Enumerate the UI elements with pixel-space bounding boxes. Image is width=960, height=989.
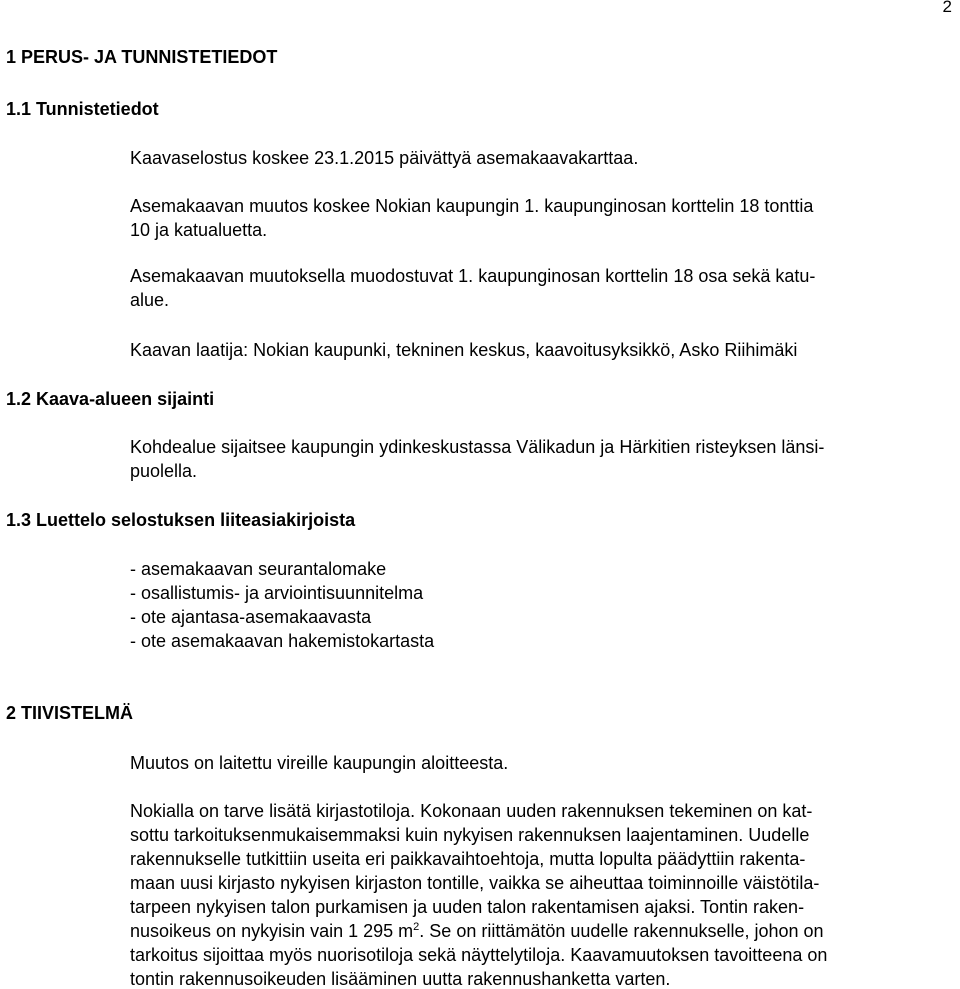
list-item: - osallistumis- ja arviointisuunnitelma (130, 583, 424, 603)
paragraph-line: Asemakaavan muutoksella muodostuvat 1. kaupunginosan korttelin 18 osa sekä katu- (130, 266, 816, 286)
subheading-1-2: 1.2 Kaava-alueen sijainti (6, 389, 215, 409)
paragraph-line: puolella. (130, 461, 198, 481)
paragraph-line: tontin rakennusoikeuden lisääminen uutta rakennushanketta varten. (130, 969, 671, 989)
subheading-1-1: 1.1 Tunnistetiedot (6, 99, 159, 119)
list-item: - ote asemakaavan hakemistokartasta (130, 631, 435, 651)
paragraph-line: sottu tarkoituksenmukaisemmaksi kuin nykyisen rakennuksen laajentaminen. Uudelle (130, 825, 810, 845)
paragraph-line: Asemakaavan muutos koskee Nokian kaupungin 1. kaupunginosan korttelin 18 tonttia (130, 196, 814, 216)
section-heading-1: 1 PERUS- JA TUNNISTETIEDOT (6, 47, 278, 67)
list-item: - asemakaavan seurantalomake (130, 559, 387, 579)
superscript: 2 (413, 921, 420, 933)
paragraph-line: 10 ja katualuetta. (130, 220, 268, 240)
paragraph-line: Kaavan laatija: Nokian kaupunki, tekninen keskus, kaavoitusyksikkö, Asko Riihimäki (130, 340, 798, 360)
paragraph-line: Kohdealue sijaitsee kaupungin ydinkeskustassa Välikadun ja Härkitien risteyksen länsi- (130, 437, 825, 457)
section-heading-2: 2 TIIVISTELMÄ (6, 703, 134, 723)
page-number: 2 (942, 0, 952, 16)
subheading-1-3: 1.3 Luettelo selostuksen liiteasiakirjoista (6, 510, 356, 530)
paragraph-line: maan uusi kirjasto nykyisen kirjaston tontille, vaikka se aiheuttaa toiminnoille väistötila- (130, 873, 820, 893)
paragraph-line: Muutos on laitettu vireille kaupungin aloitteesta. (130, 753, 509, 773)
list-item: - ote ajantasa-asemakaavasta (130, 607, 372, 627)
text-fragment: nusoikeus on nykyisin vain 1 295 m (130, 921, 414, 941)
paragraph-line: alue. (130, 290, 170, 310)
paragraph-line: tarkoitus sijoittaa myös nuorisotiloja sekä näyttelytiloja. Kaavamuutoksen tavoitteena on (130, 945, 828, 965)
paragraph-line: rakennukselle tutkittiin useita eri paikkavaihtoehtoja, mutta lopulta päädyttiin rakenta- (130, 849, 806, 869)
paragraph-line: Nokialla on tarve lisätä kirjastotiloja. Kokonaan uuden rakennuksen tekeminen on kat- (130, 801, 813, 821)
paragraph-line (130, 921, 824, 941)
text-fragment: . Se on riittämätön uudelle rakennukselle, johon on (419, 921, 824, 941)
paragraph-line: tarpeen nykyisen talon purkamisen ja uuden talon rakentamisen ajaksi. Tontin raken- (130, 897, 805, 917)
paragraph-line: Kaavaselostus koskee 23.1.2015 päivättyä asemakaavakarttaa. (130, 148, 639, 168)
